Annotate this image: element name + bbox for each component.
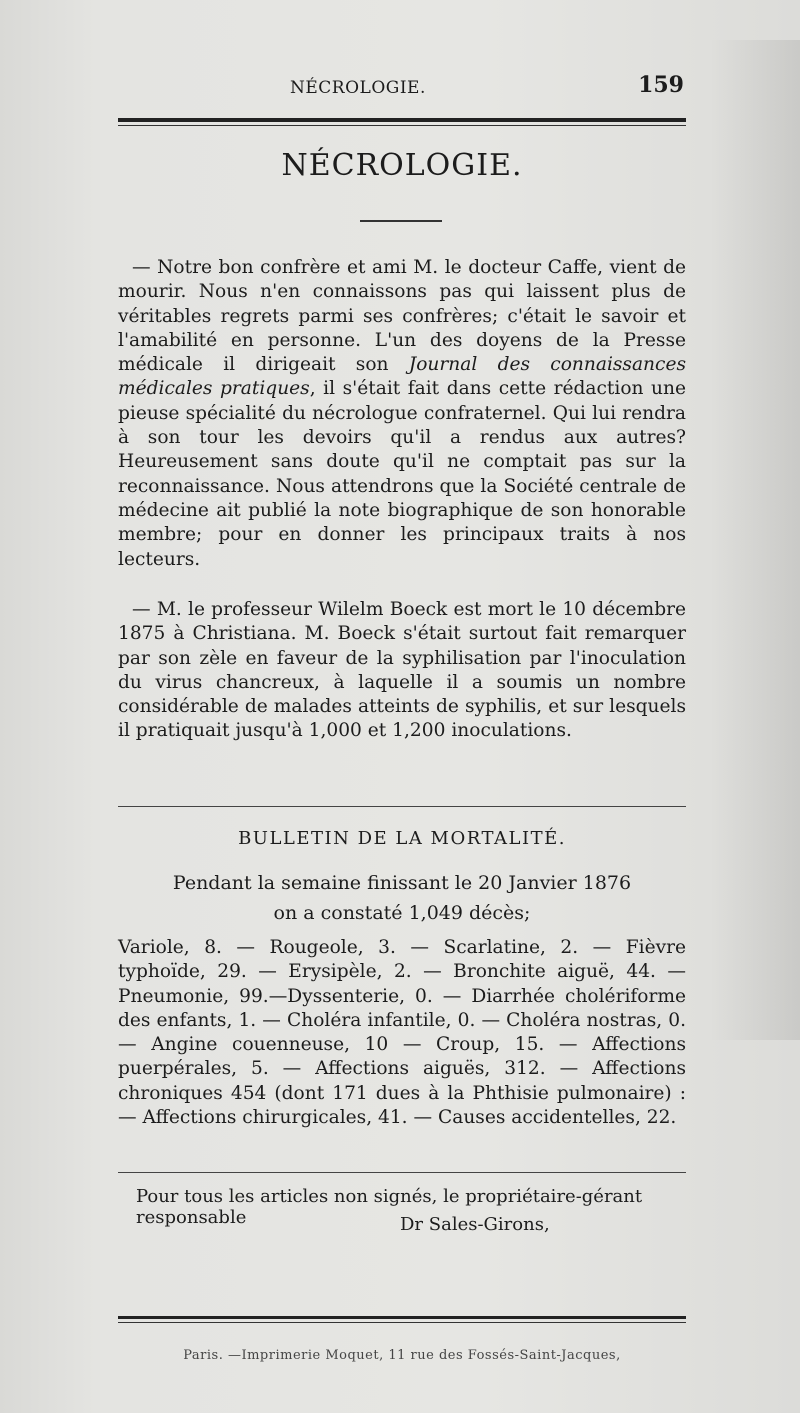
header-rule-thin: [118, 125, 686, 126]
editor-signature: Dr Sales-Girons,: [400, 1214, 550, 1235]
footer-rule-thin: [118, 1322, 686, 1323]
show-through-shadow: [710, 40, 800, 1040]
signature-note: Pour tous les articles non signés, le propriétaire-gérant responsable: [136, 1186, 643, 1228]
bulletin-deaths-line: on a constaté 1,049 décès;: [273, 902, 531, 924]
journal-title-italic: Journal des connaissances médicales pratiques: [118, 354, 686, 400]
obituary-paragraph-caffe: [118, 256, 686, 572]
page-number: 159: [638, 72, 684, 98]
paragraph-text: , il s'était fait dans cette rédaction une pieuse spécialité du nécrologue confraternel. Qui lui rendra à son tour les devoirs qu'il a rendus aux autres? Heureusement sans doute qu'il ne comptait pas sur la reconnaissance. Nous attendrons que la Société centrale de médecine ait publié la note biographique de son honorable membre; pour en donner les principaux traits à nos lecteurs.: [118, 378, 686, 570]
section-divider: [118, 806, 686, 807]
running-title: NÉCROLOGIE.: [290, 78, 426, 98]
printer-imprint: Paris. —Imprimerie Moquet, 11 rue des Fossés-Saint-Jacques,: [183, 1348, 621, 1363]
footer-rule-thick: [118, 1316, 686, 1319]
article-title: NÉCROLOGIE.: [281, 148, 523, 183]
bulletin-week-line: Pendant la semaine finissant le 20 Janvier 1876: [172, 872, 632, 894]
running-header: [118, 72, 686, 102]
title-divider: [360, 220, 442, 222]
obituary-paragraph-boeck: — M. le professeur Wilelm Boeck est mort le 10 décembre 1875 à Christiana. M. Boeck s'était surtout fait remarquer par son zèle en faveur de la syphilisation par l'inoculation du virus chancreux, à laquelle il a soumis un nombre considérable de malades atteints de syphilis, et sur lesquels il pratiquait jusqu'à 1,000 et 1,200 inoculations.: [118, 599, 686, 742]
mortality-details: Variole, 8. — Rougeole, 3. — Scarlatine, 2. — Fièvre typhoïde, 29. — Erysipèle, 2. — Bronchite aiguë, 44. — Pneumonie, 99.—Dyssenterie, 0. — Diarrhée cholériforme des enfants, 1. — Choléra infantile, 0. — Choléra nostras, 0. — Angine couenneuse, 10 — Croup, 15. — Affections puerpérales, 5. — Affections aiguës, 312. — Affections chroniques 454 (dont 171 dues à la Phthisie pulmonaire) : — Affections chirurgicales, 41. — Causes accidentelles, 22.: [118, 937, 686, 1129]
signature-divider: [118, 1172, 686, 1173]
bulletin-title: BULLETIN DE LA MORTALITÉ.: [238, 828, 566, 849]
header-rule-thick: [118, 118, 686, 122]
paragraph-text: — Notre bon confrère et ami M. le docteur Caffe, vient de mourir. Nous n'en connaissons pas qui laissent plus de véritables regrets parmi ses confrères; c'était le savoir et l'amabilité en personne. L'un des doyens de la Presse médicale il dirigeait son: [118, 257, 686, 376]
